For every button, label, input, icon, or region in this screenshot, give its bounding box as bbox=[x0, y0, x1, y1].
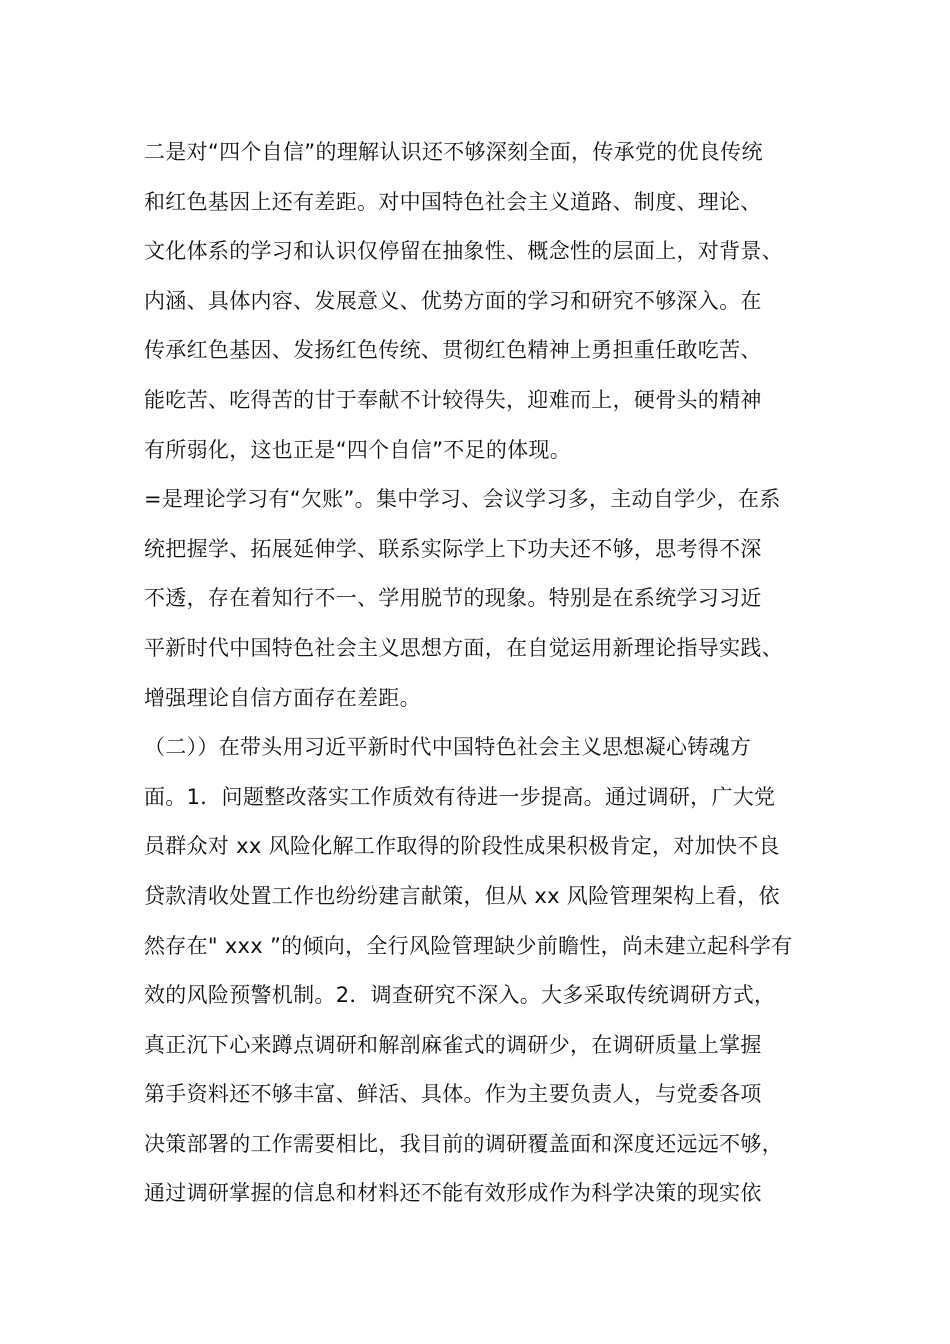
text-line: 传承红色基因、发扬红色传统、贯彻红色精神上勇担重任敢吃苦、 bbox=[144, 338, 762, 363]
text-line: （二））在带头用习近平新时代中国特色社会主义思想凝心铸魂方 bbox=[144, 735, 752, 760]
text-line: 真正沉下心来蹲点调研和解剖麻雀式的调研少，在调研质量上掌握 bbox=[144, 1032, 762, 1057]
text-line: =是理论学习有“欠账”。集中学习、会议学习多，主动自学少，在系 bbox=[144, 487, 781, 512]
text-line: 平新时代中国特色社会主义思想方面，在自觉运用新理论指导实践、 bbox=[144, 635, 783, 660]
document-body bbox=[144, 128, 844, 1219]
text-line: 内涵、具体内容、发展意义、优势方面的学习和研究不够深入。在 bbox=[144, 288, 762, 313]
text-line: 然存在" xxx ”的倾向，全行风险管理缺少前瞻性，尚未建立起科学有 bbox=[144, 933, 793, 958]
text-line: 贷款清收处置工作也纷纷建言献策，但从 xx 风险管理架构上看，依 bbox=[144, 883, 780, 908]
text-line: 和红色基因上还有差距。对中国特色社会主义道路、制度、理论、 bbox=[144, 189, 762, 214]
text-line: 通过调研掌握的信息和材料还不能有效形成作为科学决策的现实依 bbox=[144, 1181, 762, 1206]
text-line: 文化体系的学习和认识仅停留在抽象性、概念性的层面上，对背景、 bbox=[144, 239, 783, 264]
text-line: 员群众对 xx 风险化解工作取得的阶段性成果积极肯定，对加快不良 bbox=[144, 834, 780, 859]
text-line: 增强理论自信方面存在差距。 bbox=[144, 685, 421, 710]
text-line: 效的风险预警机制。2．调查研究不深入。大多采取传统调研方式， bbox=[144, 983, 776, 1008]
text-line: 能吃苦、吃得苦的甘于奉献不计较得失，迎难而上，硬骨头的精神 bbox=[144, 387, 762, 412]
text-line: 二是对“四个自信”的理解认识还不够深刻全面，传承党的优良传统 bbox=[144, 140, 763, 164]
text-line: 不透，存在着知行不一、学用脱节的现象。特别是在系统学习习近 bbox=[144, 586, 762, 611]
text-line: 有所弱化，这也正是“四个自信”不足的体现。 bbox=[144, 437, 572, 462]
text-line: 第手资料还不够丰富、鲜活、具体。作为主要负责人，与党委各项 bbox=[144, 1082, 762, 1107]
text-line: 面。1．问题整改落实工作质效有待进一步提高。通过调研，广大党 bbox=[144, 784, 776, 809]
text-line: 统把握学、拓展延伸学、联系实际学上下功夫还不够，思考得不深 bbox=[144, 536, 762, 561]
text-line: 决策部署的工作需要相比，我目前的调研覆盖面和深度还远远不够， bbox=[144, 1131, 783, 1156]
